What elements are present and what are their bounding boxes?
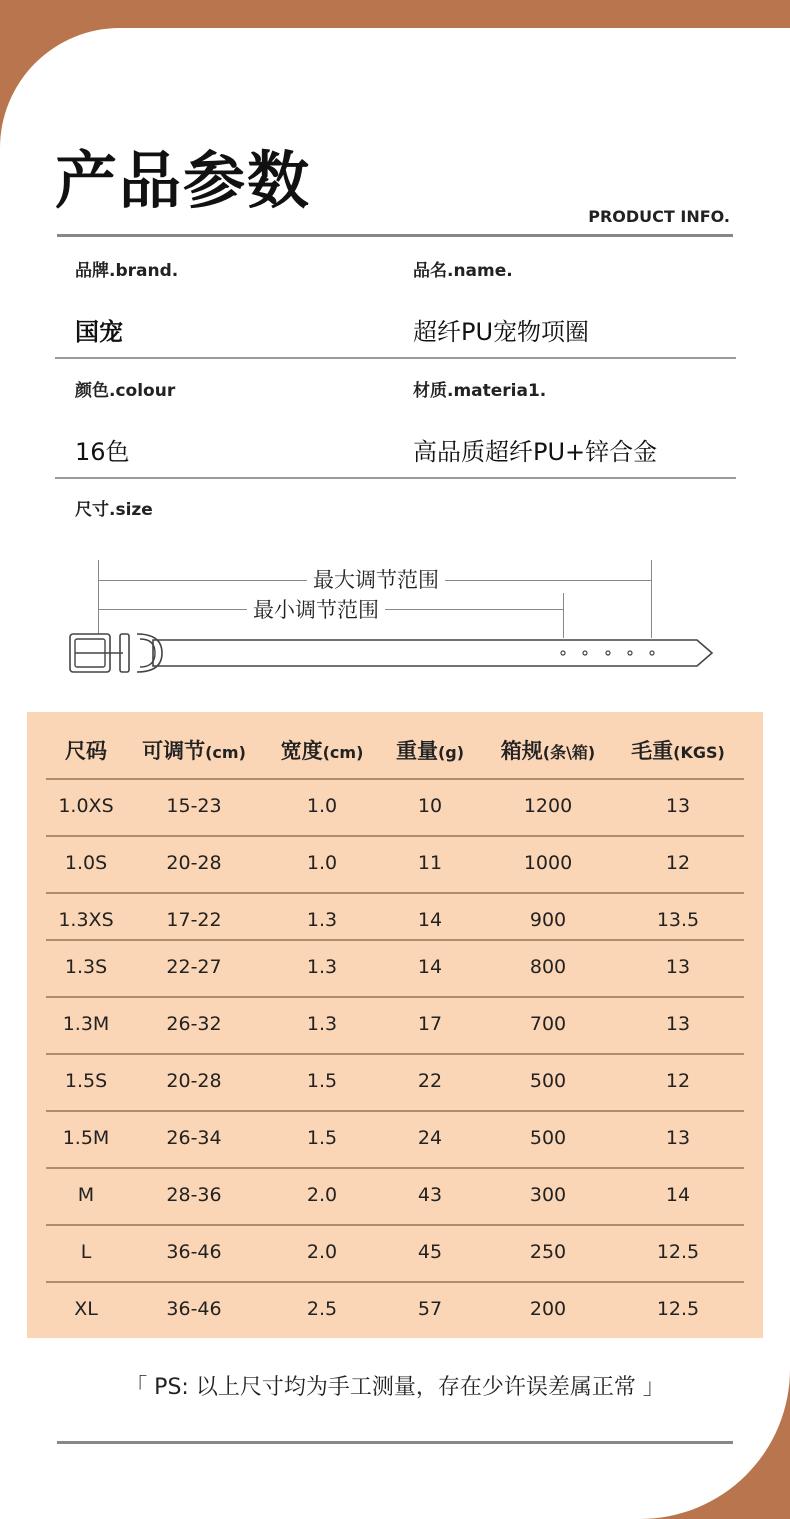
name-label: 品名.name. [413, 261, 513, 281]
table-cell: 1.0 [306, 852, 338, 874]
table-cell: 1.5S [64, 1070, 108, 1092]
table-cell: 1.3M [62, 1013, 110, 1035]
table-cell: 14 [417, 909, 443, 931]
header-text: 可调节 [142, 739, 206, 763]
header-unit: (条\箱) [542, 743, 596, 762]
brand-label: 品牌.brand. [75, 261, 179, 281]
table-row-divider [46, 778, 744, 780]
table-cell: 12 [665, 852, 691, 874]
table-cell: M [77, 1184, 95, 1206]
footer-rule [57, 1441, 733, 1444]
table-cell: 1000 [523, 852, 573, 874]
table-cell: 22-27 [166, 956, 222, 978]
table-cell: 1.0XS [58, 795, 114, 817]
table-cell: 500 [529, 1127, 567, 1149]
table-row-divider [46, 1110, 744, 1112]
table-cell: 1.5 [306, 1127, 338, 1149]
table-cell: 300 [529, 1184, 567, 1206]
colour-label: 颜色.colour [75, 381, 176, 401]
header-text: 箱规 [500, 739, 543, 763]
min-range-label: 最小调节范围 [247, 600, 385, 621]
header-text: 宽度 [280, 739, 323, 763]
table-row-divider [46, 1053, 744, 1055]
header-unit: (KGS) [673, 743, 725, 762]
header-text: 重量 [395, 739, 438, 763]
table-cell: 45 [417, 1241, 443, 1263]
table-cell: 1.3XS [58, 909, 114, 931]
table-header-cell [613, 735, 743, 765]
diagram-start-tick [98, 560, 99, 638]
table-cell: 11 [417, 852, 443, 874]
table-cell: 13 [665, 1013, 691, 1035]
table-header-cell [375, 735, 485, 765]
table-cell: 1.3 [306, 956, 338, 978]
table-cell: 28-36 [166, 1184, 222, 1206]
table-cell: 15-23 [166, 795, 222, 817]
name-value: 超纤PU宠物项圈 [413, 318, 590, 346]
colour-value: 16色 [75, 438, 130, 466]
table-cell: 1.0 [306, 795, 338, 817]
title-rule [57, 234, 733, 237]
table-cell: 1.3 [306, 909, 338, 931]
table-cell: 500 [529, 1070, 567, 1092]
page-subtitle: PRODUCT INFO. [588, 207, 730, 226]
header-text: 毛重 [631, 739, 674, 763]
table-cell: 1.3 [306, 1013, 338, 1035]
table-header-cell [46, 735, 126, 765]
table-cell: 1.3S [64, 956, 108, 978]
table-cell: 1.5 [306, 1070, 338, 1092]
table-cell: 200 [529, 1298, 567, 1320]
table-cell: 700 [529, 1013, 567, 1035]
table-cell: 20-28 [166, 1070, 222, 1092]
table-cell: 12.5 [656, 1241, 700, 1263]
table-cell: L [80, 1241, 92, 1263]
brand-value: 国宠 [75, 318, 123, 346]
table-header-cell [262, 735, 382, 765]
table-cell: 800 [529, 956, 567, 978]
table-cell: 1200 [523, 795, 573, 817]
table-cell: 2.5 [306, 1298, 338, 1320]
header-text: 尺码 [65, 739, 107, 763]
table-cell: 20-28 [166, 852, 222, 874]
table-cell: 57 [417, 1298, 443, 1320]
table-cell: 12.5 [656, 1298, 700, 1320]
table-cell: 14 [417, 956, 443, 978]
measurement-note: 「 PS: 以上尺寸均为手工测量，存在少许误差属正常 」 [125, 1375, 665, 1400]
table-cell: 43 [417, 1184, 443, 1206]
table-cell: 24 [417, 1127, 443, 1149]
max-range-label: 最大调节范围 [307, 570, 445, 591]
table-row-divider [46, 1224, 744, 1226]
table-row-divider [46, 996, 744, 998]
material-label: 材质.materia1. [413, 381, 547, 401]
table-cell: 26-34 [166, 1127, 222, 1149]
collar-illustration-icon [65, 628, 717, 678]
table-cell: XL [74, 1298, 98, 1320]
header-unit: (g) [437, 743, 465, 762]
table-cell: 13 [665, 1127, 691, 1149]
table-header-cell [478, 735, 618, 765]
info-divider [55, 477, 736, 479]
material-value: 高品质超纤PU+锌合金 [413, 438, 658, 466]
table-cell: 17-22 [166, 909, 222, 931]
table-row-divider [46, 939, 744, 941]
table-cell: 17 [417, 1013, 443, 1035]
table-cell: 13 [665, 956, 691, 978]
table-cell: 1.5M [62, 1127, 110, 1149]
table-cell: 36-46 [166, 1241, 222, 1263]
header-unit: (cm) [205, 743, 246, 762]
table-cell: 26-32 [166, 1013, 222, 1035]
table-cell: 900 [529, 909, 567, 931]
table-cell: 250 [529, 1241, 567, 1263]
table-cell: 2.0 [306, 1184, 338, 1206]
size-label: 尺寸.size [75, 500, 153, 520]
info-divider [55, 357, 736, 359]
page-title: 产品参数 [55, 144, 312, 217]
table-row-divider [46, 835, 744, 837]
header-unit: (cm) [322, 743, 364, 762]
table-row-divider [46, 1281, 744, 1283]
table-row-divider [46, 892, 744, 894]
table-cell: 36-46 [166, 1298, 222, 1320]
table-cell: 14 [665, 1184, 691, 1206]
table-row-divider [46, 1167, 744, 1169]
table-cell: 2.0 [306, 1241, 338, 1263]
table-cell: 22 [417, 1070, 443, 1092]
table-cell: 13 [665, 795, 691, 817]
table-cell: 12 [665, 1070, 691, 1092]
diagram-max-tick [651, 560, 652, 638]
table-header-cell [124, 735, 264, 765]
table-cell: 13.5 [656, 909, 700, 931]
table-cell: 1.0S [64, 852, 108, 874]
table-cell: 10 [417, 795, 443, 817]
